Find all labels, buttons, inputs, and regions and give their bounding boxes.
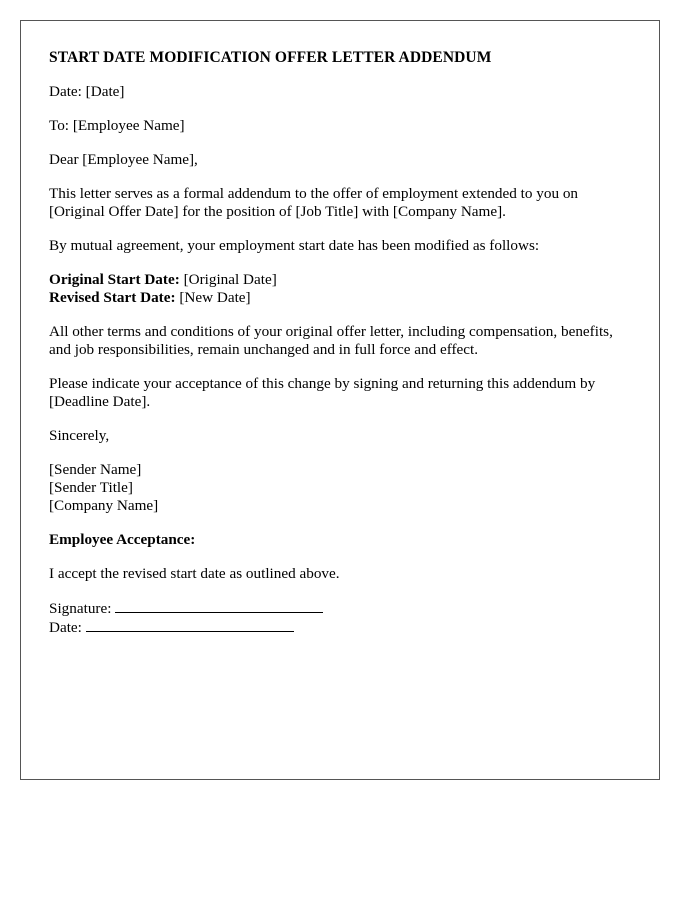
acceptance-statement: I accept the revised start date as outlined above. <box>49 565 340 582</box>
signature-block <box>49 599 631 637</box>
original-start-date-row <box>49 271 631 289</box>
signature-date-line <box>86 618 294 632</box>
recipient-line: To: [Employee Name] <box>49 117 185 134</box>
terms-paragraph: All other terms and conditions of your original offer letter, including compensation, benefits, and job responsibilities, remain unchanged and in full force and effect. <box>49 323 613 358</box>
signature-label: Signature: <box>49 600 112 617</box>
sender-name: [Sender Name] <box>49 461 142 478</box>
signature-date-row <box>49 618 631 637</box>
sender-block <box>49 461 631 515</box>
revised-start-date-value: [New Date] <box>175 289 251 306</box>
revised-start-date-row <box>49 289 631 307</box>
original-start-date-label: Original Start Date: <box>49 271 180 288</box>
start-date-block <box>49 271 631 307</box>
sender-company: [Company Name] <box>49 497 159 514</box>
date-line: Date: [Date] <box>49 83 125 100</box>
signature-date-label: Date: <box>49 619 82 636</box>
salutation: Dear [Employee Name], <box>49 151 198 168</box>
intro-paragraph: This letter serves as a formal addendum to the offer of employment extended to you on [Original Offer Date] for the position of [Job Title] with [Company Name]. <box>49 185 579 220</box>
acceptance-heading: Employee Acceptance: <box>49 531 196 548</box>
original-start-date-value: [Original Date] <box>179 271 277 288</box>
acceptance-request-paragraph: Please indicate your acceptance of this change by signing and returning this addendum by [Deadline Date]. <box>49 375 596 410</box>
agreement-paragraph: By mutual agreement, your employment start date has been modified as follows: <box>49 237 540 254</box>
signature-row <box>49 599 631 618</box>
sender-title: [Sender Title] <box>49 479 133 496</box>
signature-line <box>115 599 323 613</box>
closing: Sincerely, <box>49 427 110 444</box>
letter-title: START DATE MODIFICATION OFFER LETTER ADDENDUM <box>49 49 492 66</box>
letter-page <box>20 20 660 780</box>
revised-start-date-label: Revised Start Date: <box>49 289 176 306</box>
